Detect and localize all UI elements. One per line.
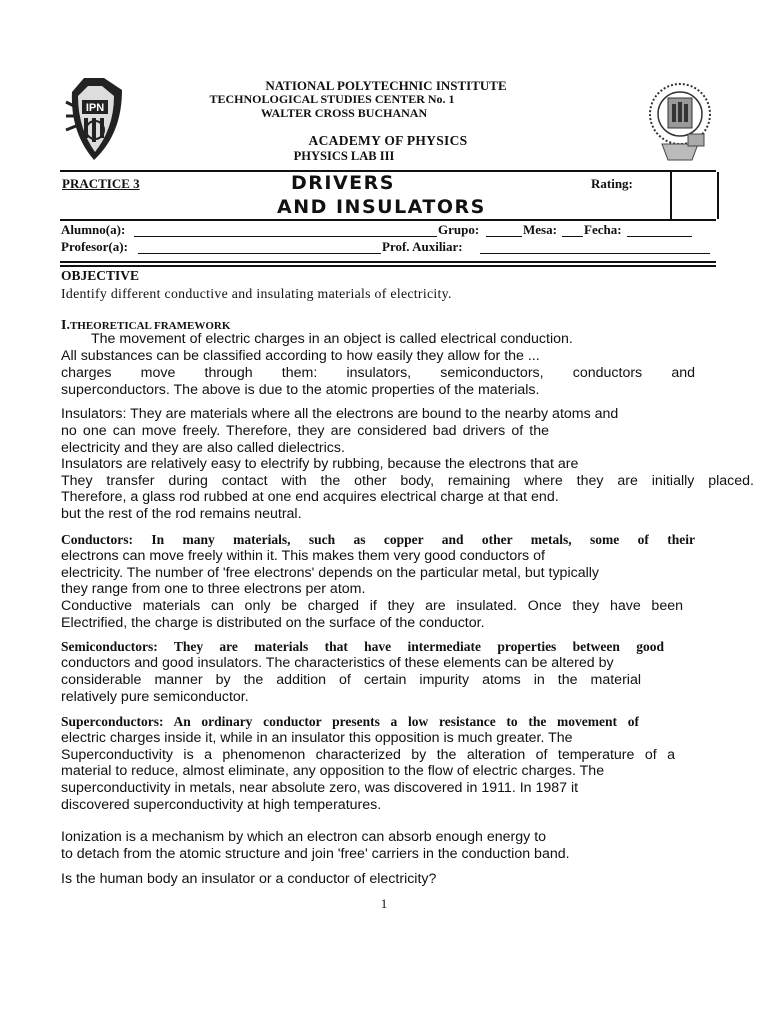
prof-auxiliar-label: Prof. Auxiliar: [382,239,463,254]
p2-line2: no one can move freely. Therefore, they are considered bad drivers of the [61,423,550,439]
framework-heading-text: THEORETICAL FRAMEWORK [69,320,231,332]
page-number: 1 [380,896,388,911]
p2-line3: electricity and they are also called dielectrics. [61,440,345,456]
prof-auxiliar-field[interactable] [480,253,710,254]
lab-name: PHYSICS LAB III [293,149,395,163]
alumno-label: Alumno(a): [61,222,126,237]
p3-line1-text: Conductors: In many materials, such as copper and other metals, some of their [61,532,695,547]
p2-line5: They transfer during contact with the other body, remaining where they are initially placed. [61,473,754,489]
framework-numeral: I. [61,318,70,333]
mesa-field[interactable] [562,236,583,237]
p3-line6: Electrified, the charge is distributed on the surface of the conductor. [61,615,485,631]
p4-line2: conductors and good insulators. The characteristics of these elements can be altered by [61,655,614,671]
p5-line5: superconductivity in metals, near absolute zero, was discovered in 1911. In 1987 it [61,780,579,796]
p5-line6: discovered superconductivity at high temperatures. [61,797,382,813]
academy-name: ACADEMY OF PHYSICS [308,133,468,148]
question-text: Is the human body an insulator or a conductor of electricity? [61,871,437,887]
p1-line4: superconductors. The above is due to the atomic properties of the materials. [61,382,540,398]
rating-label: Rating: [591,176,633,191]
p5-line3: Superconductivity is a phenomenon characterized by the alteration of temperature of a [61,747,675,763]
institute-name: NATIONAL POLYTECHNIC INSTITUTE [265,78,507,93]
p1-line2: All substances can be classified according to how easily they allow for the ... [61,348,540,364]
p2-line4: Insulators are relatively easy to electrify by rubbing, because the electrons that are [61,456,579,472]
p6-line1: Ionization is a mechanism by which an electron can absorb enough energy to [61,829,547,845]
practice-title-line2: AND INSULATORS [277,196,486,218]
fecha-field[interactable] [627,236,692,237]
p2-line6: Therefore, a glass rod rubbed at one end acquires electrical charge at that end. [61,489,559,505]
p5-line1-text: Superconductors: An ordinary conductor presents a low resistance to the movement of [61,714,639,729]
title-divider [60,219,716,221]
fields-divider-2 [60,265,716,267]
p3-line3: electricity. The number of 'free electrons' depends on the particular metal, but typically [61,565,599,581]
p4-line3: considerable manner by the addition of certain impurity atoms in the material [61,672,641,688]
p4-line4: relatively pure semiconductor. [61,689,249,705]
alumno-field[interactable] [134,236,437,237]
fecha-label: Fecha: [584,222,622,237]
p3-line2: electrons can move freely within it. This makes them very good conductors of [61,548,545,564]
p1-line3: charges move through them: insulators, semiconductors, conductors and [61,365,695,381]
svg-text:IPN: IPN [85,102,105,114]
objective-text: Identify different conductive and insulating materials of electricity. [61,286,452,301]
practice-label: PRACTICE 3 [62,176,140,191]
p1-line1: The movement of electric charges in an object is called electrical conduction. [91,331,573,347]
p3-line5: Conductive materials can only be charged if they are insulated. Once they have been [61,598,683,614]
p5-line4: material to reduce, almost eliminate, any opposition to the flow of electric charges. The [61,763,605,779]
profesor-field[interactable] [138,253,381,254]
profesor-label: Profesor(a): [61,239,128,254]
grupo-field[interactable] [486,236,522,237]
p6-line2: to detach from the atomic structure and join 'free' carriers in the conduction band. [61,846,570,862]
p2-line1: Insulators: They are materials where all the electrons are bound to the nearby atoms and [61,406,619,422]
mesa-label: Mesa: [523,222,557,237]
grupo-label: Grupo: [438,222,480,237]
center-name: TECHNOLOGICAL STUDIES CENTER No. 1 [209,92,455,106]
rating-box [670,172,719,219]
p4-line1-text: Semiconductors: They are materials that have intermediate properties between good [61,639,664,654]
p3-line4: they range from one to three electrons per atom. [61,581,366,597]
objective-heading: OBJECTIVE [61,268,140,283]
fields-divider-1 [60,261,716,263]
p5-line2: electric charges inside it, while in an insulator this opposition is much greater. The [61,730,573,746]
p2-line7: but the rest of the rod remains neutral. [61,506,302,522]
center-subtitle: WALTER CROSS BUCHANAN [260,106,428,120]
practice-title-line1: DRIVERS [291,172,395,194]
